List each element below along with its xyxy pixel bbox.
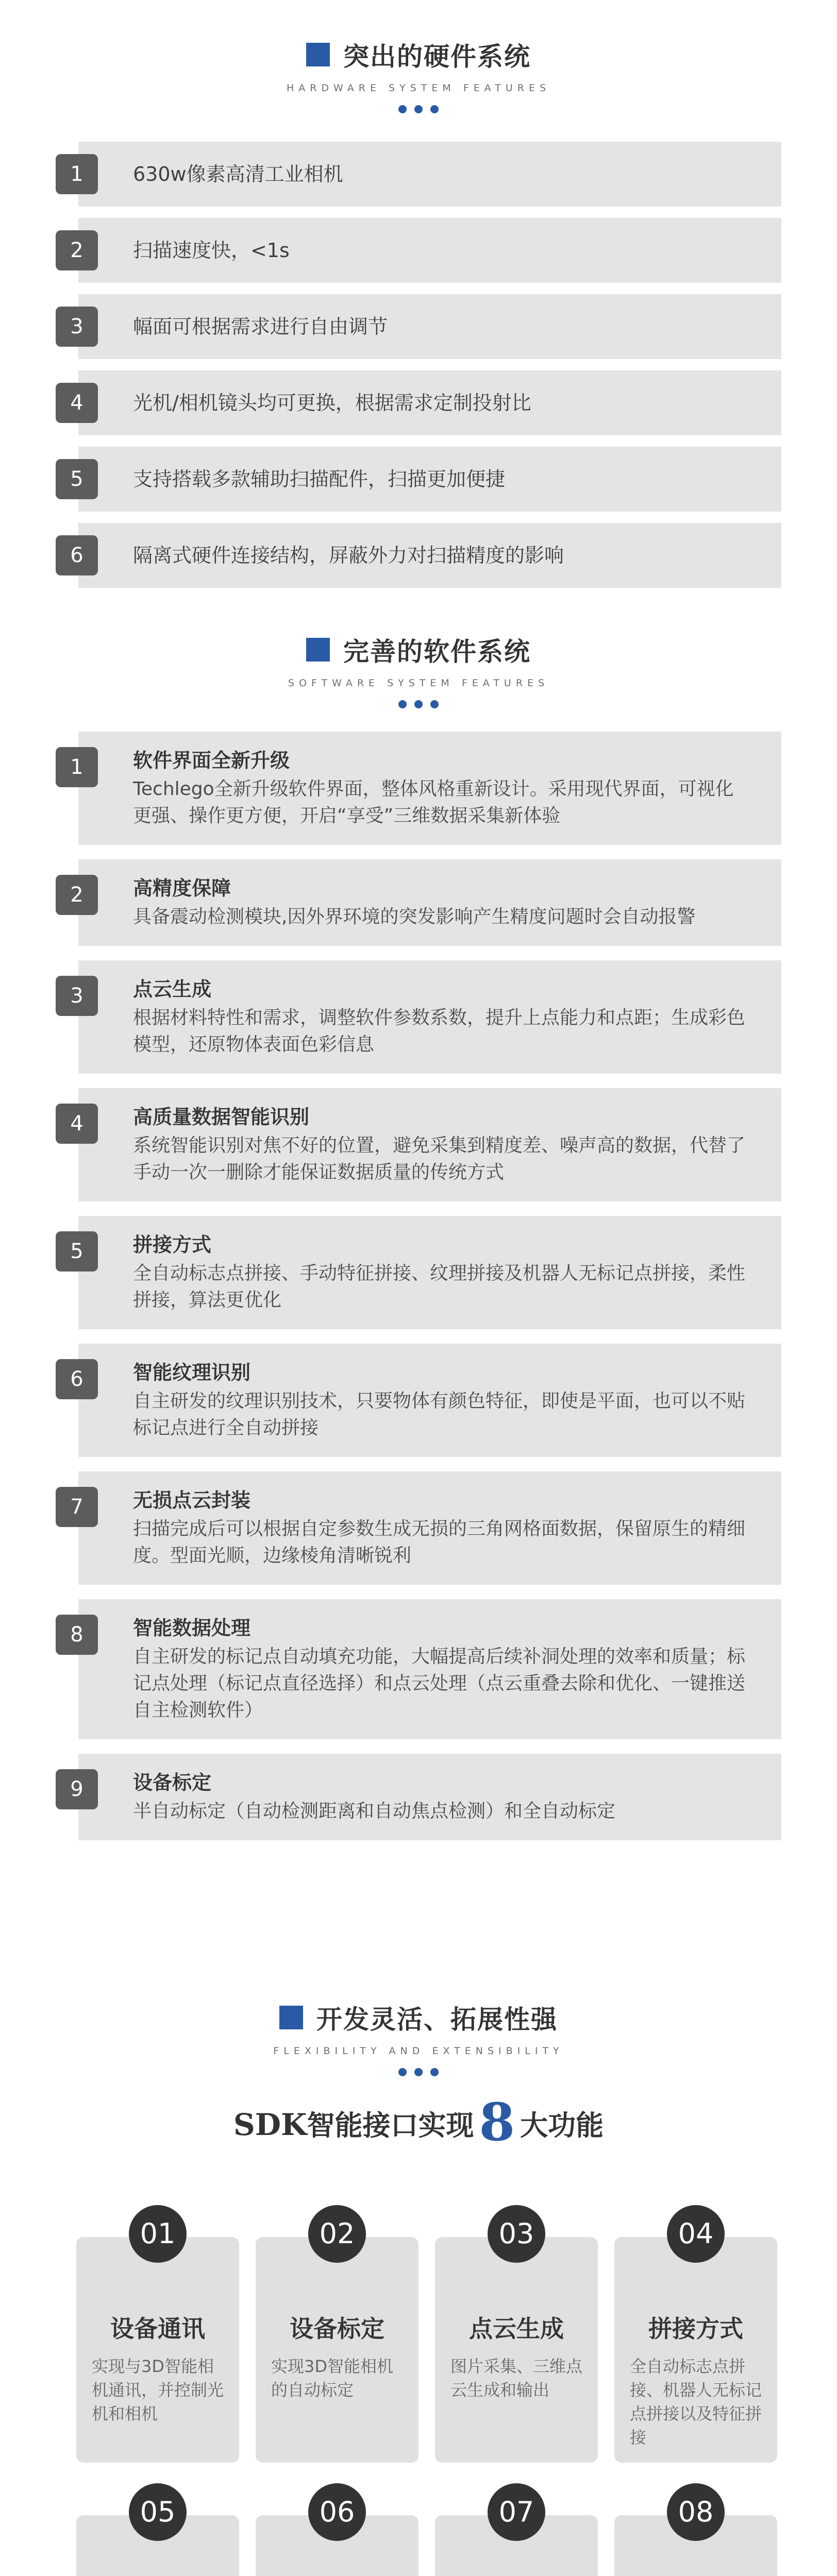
dots-decoration: [0, 105, 837, 113]
section-subtitle: SOFTWARE SYSTEM FEATURES: [288, 677, 549, 689]
section-title: 完善的软件系统: [343, 637, 531, 667]
feature-title: 无损点云封装: [133, 1489, 251, 1512]
number-badge: 1: [56, 154, 98, 194]
software-section-header: [0, 631, 837, 708]
list-item: [56, 294, 781, 359]
feature-desc: 半自动标定（自动检测距离和自动焦点检测）和全自动标定: [133, 1801, 616, 1822]
number-badge: 6: [56, 1359, 98, 1399]
feature-title: 设备标定: [133, 1771, 212, 1794]
feature-text: 630w像素高清工业相机: [133, 163, 343, 185]
card-title: 拼接方式: [648, 2315, 743, 2343]
card-desc: 全自动标志点拼接、机器人无标记点拼接以及特征拼接: [630, 2357, 762, 2447]
number-badge: 7: [56, 1487, 98, 1527]
section-title: 突出的硬件系统: [343, 42, 531, 72]
number-badge: 2: [56, 230, 98, 270]
feature-title: 高精度保障: [133, 877, 231, 900]
function-card: [256, 2205, 418, 2463]
card-title: 点云生成: [469, 2315, 564, 2343]
list-item: [56, 960, 781, 1074]
card-number: 05: [129, 2483, 187, 2541]
software-list: [56, 732, 781, 1855]
dots-decoration: [0, 700, 837, 708]
feature-title: 软件界面全新升级: [133, 749, 290, 772]
number-badge: 6: [56, 535, 98, 575]
feature-text: 支持搭载多款辅助扫描配件，扫描更加便捷: [133, 468, 506, 490]
number-badge: 9: [56, 1769, 98, 1809]
function-card: [76, 2483, 239, 2576]
card-number: 04: [667, 2205, 725, 2263]
function-card: [435, 2483, 598, 2576]
card-title: 设备标定: [290, 2315, 384, 2343]
number-badge: 4: [56, 383, 98, 423]
list-item: [56, 1344, 781, 1457]
sdk-prefix: SDK: [233, 2107, 307, 2142]
list-item: [56, 1754, 781, 1840]
list-item: [56, 1471, 781, 1585]
function-card: [256, 2483, 418, 2576]
card-number: 06: [308, 2483, 366, 2541]
list-item: [56, 1599, 781, 1739]
function-card: [435, 2205, 598, 2463]
number-badge: 4: [56, 1104, 98, 1144]
list-item: [56, 142, 781, 207]
list-item: [56, 1216, 781, 1329]
list-item: [56, 447, 781, 512]
number-badge: 2: [56, 875, 98, 915]
number-badge: 3: [56, 976, 98, 1016]
hardware-list: [56, 142, 781, 599]
card-desc: 实现3D智能相机的自动标定: [271, 2357, 394, 2400]
feature-desc: 系统智能识别对焦不好的位置，避免采集到精度差、噪声高的数据，代替了手动一次一删除才能保证数据质量的传统方式: [133, 1135, 746, 1183]
list-item: [56, 732, 781, 845]
sdk-headline: [0, 2092, 837, 2153]
number-badge: 5: [56, 459, 98, 499]
feature-text: 扫描速度快，<1s: [133, 239, 290, 262]
section-subtitle: HARDWARE SYSTEM FEATURES: [286, 82, 551, 94]
card-number: 07: [488, 2483, 545, 2541]
list-item: [56, 1088, 781, 1201]
section-subtitle: FLEXIBILITY AND EXTENSIBILITY: [273, 2045, 564, 2057]
extensibility-section-header: [0, 1999, 837, 2076]
feature-title: 点云生成: [133, 978, 212, 1001]
feature-desc: 自主研发的纹理识别技术，只要物体有颜色特征，即使是平面，也可以不贴标记点进行全自动拼接: [133, 1391, 746, 1438]
section-title: 开发灵活、拓展性强: [316, 2005, 558, 2035]
card-number: 08: [667, 2483, 725, 2541]
feature-desc: 根据材料特性和需求，调整软件参数系数，提升上点能力和点距；生成彩色模型，还原物体表面色彩信息: [133, 1007, 746, 1055]
function-card: [614, 2205, 777, 2463]
feature-desc: Techlego全新升级软件界面，整体风格重新设计。采用现代界面，可视化更强、操作更方便，开启“享受”三维数据采集新体验: [133, 778, 734, 826]
list-item: [56, 370, 781, 435]
feature-title: 智能数据处理: [133, 1617, 251, 1639]
card-desc: 图片采集、三维点云生成和输出: [450, 2357, 583, 2400]
feature-title: 拼接方式: [133, 1233, 212, 1256]
sdk-middle: 智能接口实现: [307, 2109, 474, 2142]
sdk-suffix: 大功能: [520, 2109, 604, 2142]
hardware-section-header: [0, 36, 837, 113]
square-icon: [306, 638, 330, 662]
function-card: [76, 2205, 239, 2463]
feature-title: 高质量数据智能识别: [133, 1106, 310, 1128]
dots-decoration: [0, 2068, 837, 2076]
number-badge: 5: [56, 1231, 98, 1272]
list-item: [56, 218, 781, 283]
sdk-number: 8: [479, 2092, 515, 2153]
number-badge: 3: [56, 307, 98, 347]
feature-desc: 自主研发的标记点自动填充功能，大幅提高后续补洞处理的效率和质量；标记点处理（标记点直径选择）和点云处理（点云重叠去除和优化、一键推送自主检测软件）: [133, 1646, 746, 1721]
function-card: [614, 2483, 777, 2576]
feature-text: 隔离式硬件连接结构，屏蔽外力对扫描精度的影响: [133, 544, 564, 567]
card-number: 01: [129, 2205, 187, 2263]
feature-desc: 扫描完成后可以根据自定参数生成无损的三角网格面数据，保留原生的精细度。型面光顺，边缘棱角清晰锐利: [133, 1518, 746, 1566]
list-item: [56, 523, 781, 588]
card-desc: 实现与3D智能相机通讯，并控制光机和相机: [92, 2357, 224, 2424]
number-badge: 8: [56, 1615, 98, 1655]
feature-title: 智能纹理识别: [133, 1361, 251, 1384]
card-title: 设备通讯: [110, 2315, 205, 2343]
feature-text: 光机/相机镜头均可更换，根据需求定制投射比: [133, 392, 531, 414]
feature-desc: 具备震动检测模块,因外界环境的突发影响产生精度问题时会自动报警: [133, 906, 696, 927]
feature-text: 幅面可根据需求进行自由调节: [133, 315, 388, 338]
list-item: [56, 859, 781, 946]
card-number: 03: [488, 2205, 545, 2263]
feature-desc: 全自动标志点拼接、手动特征拼接、纹理拼接及机器人无标记点拼接，柔性拼接，算法更优化: [133, 1263, 746, 1311]
card-number: 02: [308, 2205, 366, 2263]
square-icon: [306, 43, 330, 66]
square-icon: [279, 2006, 303, 2029]
number-badge: 1: [56, 747, 98, 787]
